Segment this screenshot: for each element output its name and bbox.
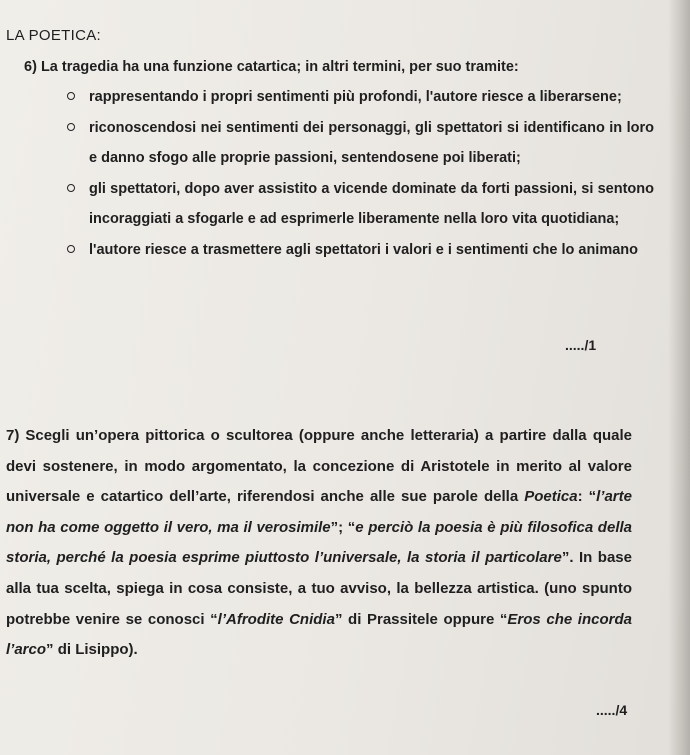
option-text: rappresentando i propri sentimenti più profondi, l'autore riesce a liberarsene; <box>89 89 622 105</box>
artwork-eros: Eros che incorda l’arco <box>6 610 632 659</box>
aristotle-quote-1: l’arte non ha come oggetto il vero, ma il verosimile <box>6 488 632 536</box>
question-6 <box>24 59 654 266</box>
option-text: gli spettatori, dopo aver assistito a vicende dominate da forti passioni, si sentono incoraggiati a sfogarle e ad esprimerle liberamente nella loro vita quotidiana; <box>89 181 654 227</box>
option-text: l'autore riesce a trasmettere agli spettatori i valori e i sentimenti che lo animano <box>89 242 638 258</box>
radio-circle-icon[interactable] <box>67 123 75 131</box>
answer-option-4[interactable] <box>24 235 654 265</box>
question-6-stem <box>24 59 654 76</box>
question-6-number: 6) <box>24 59 37 75</box>
radio-circle-icon[interactable] <box>67 92 75 100</box>
question-7-text-part: ” di Prassitele oppure “ <box>334 610 508 628</box>
answer-option-2[interactable] <box>24 113 654 173</box>
question-7-score: ...../4 <box>596 702 628 718</box>
answer-option-1[interactable] <box>24 82 654 112</box>
poetica-title: Poetica <box>524 488 578 506</box>
answer-option-3[interactable] <box>24 174 654 234</box>
question-6-score: ...../1 <box>565 337 597 353</box>
question-6-text: La tragedia ha una funzione catartica; in altri termini, per suo tramite: <box>40 59 519 75</box>
option-text: riconoscendosi nei sentimenti dei personaggi, gli spettatori si identificano in loro e danno sfogo alle proprie passioni, sentendosene poi liberati; <box>89 120 654 166</box>
question-7-text-part: : “ <box>577 488 597 506</box>
question-7-text-part: Scegli un’opera pittorica o scultorea (oppure anche letteraria) a partire dalla quale devi sostenere, in modo argomentato, la concezione di Aristotele in merito al valore universale e catartico dell’arte, riferendosi anche alle sue parole della <box>6 427 632 506</box>
aristotle-quote-2: e perciò la poesia è più filosofica della storia, perché la poesia esprime piuttosto l’universale, la storia il particolare <box>6 518 632 567</box>
radio-circle-icon[interactable] <box>67 184 75 192</box>
question-7-text-part: ”. In base alla tua scelta, spiega in cosa consiste, a tuo avviso, la bellezza artistica. (uno spunto potrebbe venire se conosci “ <box>6 549 632 628</box>
question-7-text-part: ”; “ <box>330 518 356 536</box>
section-title: LA POETICA: <box>6 27 101 44</box>
question-7 <box>6 421 632 666</box>
question-7-text-part: ” di Lisippo). <box>46 641 138 659</box>
question-7-number: 7) <box>6 427 20 444</box>
answer-options <box>24 82 654 265</box>
radio-circle-icon[interactable] <box>67 245 75 253</box>
artwork-afrodite-cnidia: l’Afrodite Cnidia <box>217 610 335 628</box>
page-shadow-edge <box>668 0 690 755</box>
question-7-text <box>6 421 632 666</box>
